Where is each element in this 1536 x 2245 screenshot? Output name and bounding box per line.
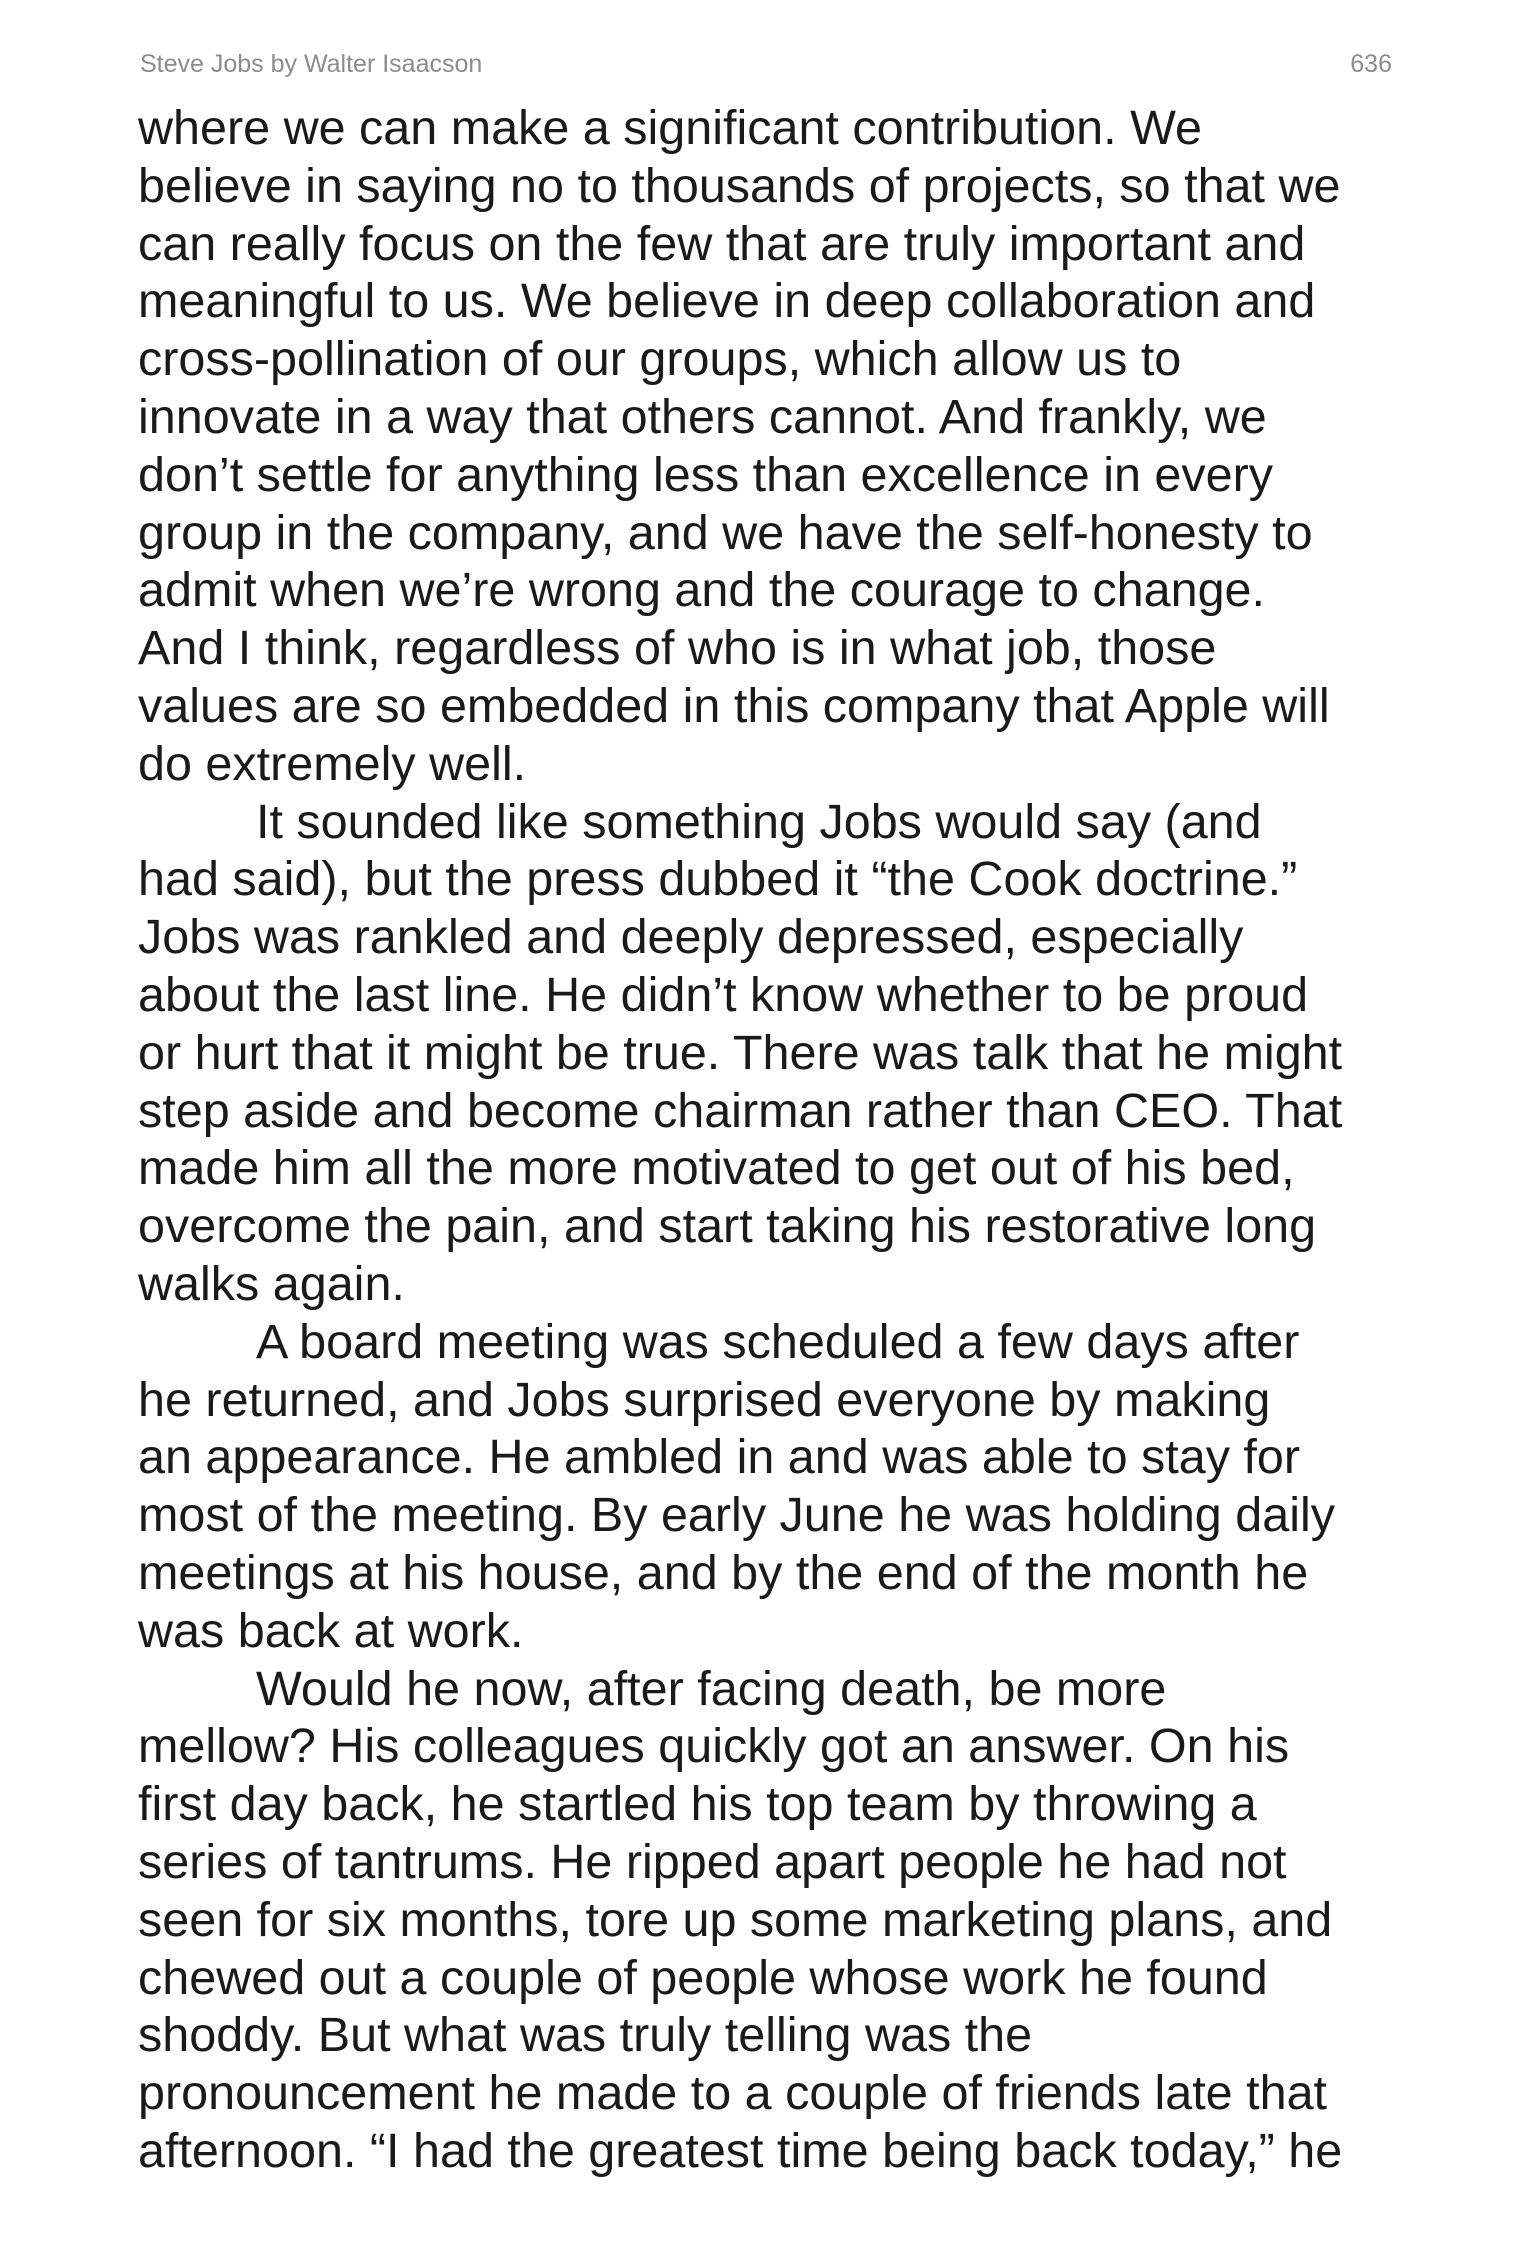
book-title: Steve Jobs by Walter Isaacson [140, 50, 483, 78]
page-number: 636 [1350, 50, 1392, 78]
text-line: meaningful to us. We believe in deep collaboration and [138, 274, 1316, 329]
text-line: admit when we’re wrong and the courage to change. [138, 563, 1265, 618]
text-line: don’t settle for anything less than excellence in every [138, 447, 1274, 502]
text-line: shoddy. But what was truly telling was the [138, 2008, 1033, 2063]
text-line: was back at work. [138, 1603, 524, 1658]
text-line: meetings at his house, and by the end of the month he [138, 1545, 1309, 1600]
text-line: first day back, he startled his top team by throwing a [138, 1777, 1257, 1832]
text-line: mellow? His colleagues quickly got an answer. On his [138, 1719, 1290, 1774]
text-line: values are so embedded in this company that Apple will [138, 678, 1330, 733]
text-line: series of tantrums. He ripped apart people he had not [138, 1834, 1287, 1889]
text-line: made him all the more motivated to get out of his bed, [138, 1141, 1295, 1196]
text-line: cross-pollination of our groups, which allow us to [138, 332, 1182, 387]
text-line: Would he now, after facing death, be more [256, 1661, 1167, 1716]
text-line: group in the company, and we have the self-honesty to [138, 505, 1313, 560]
text-line: had said), but the press dubbed it “the Cook doctrine.” [138, 852, 1298, 907]
text-line: A board meeting was scheduled a few days after [256, 1314, 1300, 1369]
page-header [140, 50, 1392, 82]
text-line: chewed out a couple of people whose work he found [138, 1950, 1268, 2005]
text-line: where we can make a significant contribution. We [138, 101, 1202, 155]
text-line: an appearance. He ambled in and was able to stay for [138, 1430, 1301, 1485]
text-line: step aside and become chairman rather than CEO. That [138, 1083, 1343, 1138]
body-text [138, 100, 1398, 2181]
text-line: innovate in a way that others cannot. And frankly, we [138, 389, 1267, 444]
text-line: overcome the pain, and start taking his restorative long [138, 1199, 1317, 1254]
text-line: can really focus on the few that are truly important and [138, 216, 1306, 271]
text-line: It sounded like something Jobs would say (and [256, 794, 1262, 849]
text-line: he returned, and Jobs surprised everyone by making [138, 1372, 1271, 1427]
text-line: Jobs was rankled and deeply depressed, especially [138, 910, 1244, 965]
text-line: about the last line. He didn’t know whether to be proud [138, 967, 1309, 1022]
text-line: seen for six months, tore up some marketing plans, and [138, 1892, 1333, 1947]
text-line: walks again. [138, 1256, 405, 1311]
text-line: most of the meeting. By early June he was holding daily [138, 1488, 1335, 1543]
text-line: And I think, regardless of who is in what job, those [138, 621, 1217, 676]
text-line: afternoon. “I had the greatest time being back today,” he [138, 2123, 1343, 2178]
text-line: pronouncement he made to a couple of friends late that [138, 2066, 1328, 2121]
text-line: believe in saying no to thousands of projects, so that we [138, 158, 1341, 213]
text-line: do extremely well. [138, 736, 527, 791]
text-line: or hurt that it might be true. There was talk that he might [138, 1025, 1343, 1080]
